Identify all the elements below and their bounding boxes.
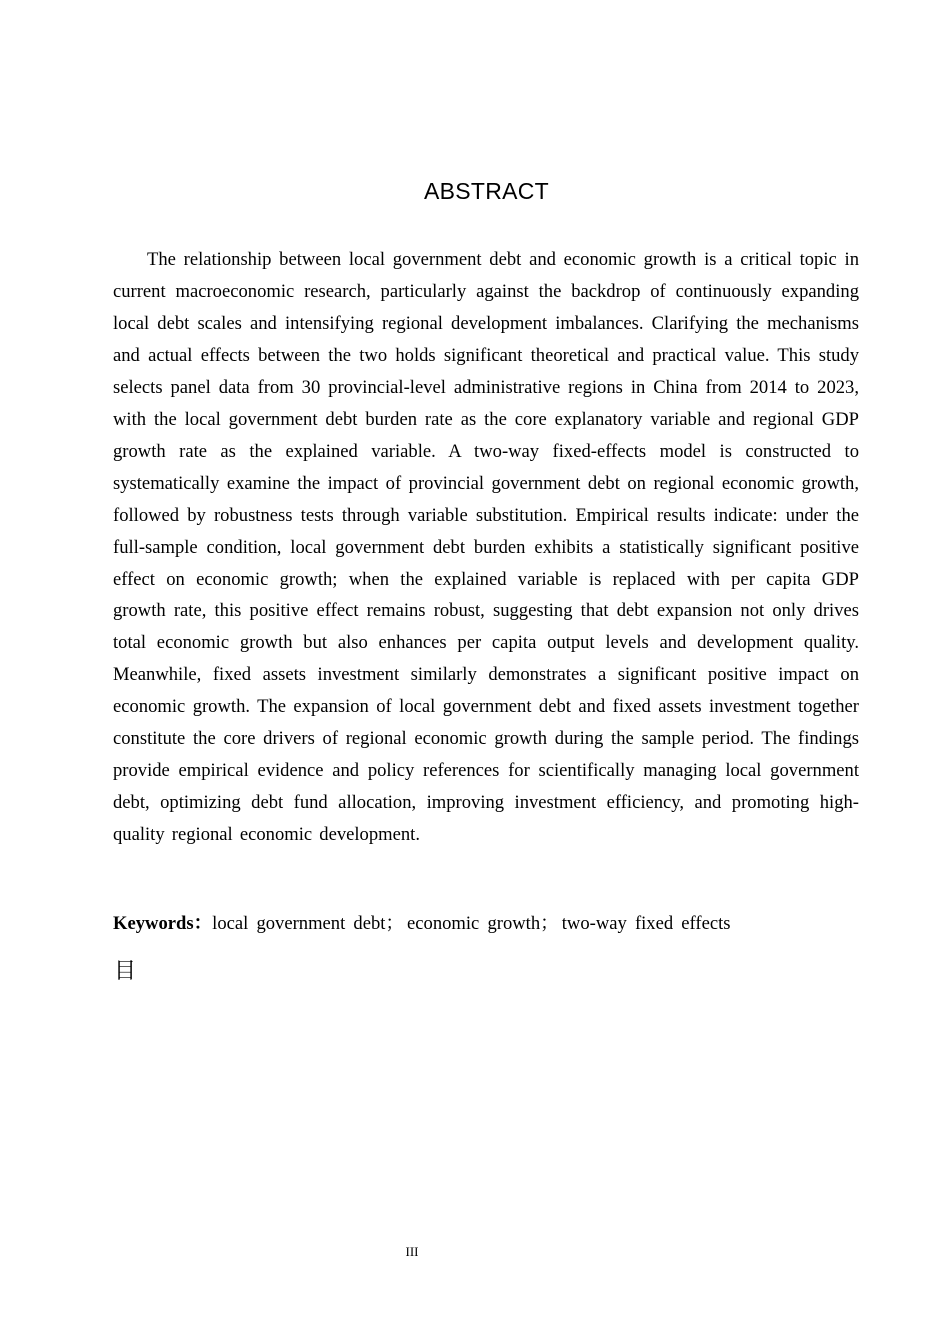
page-number: III: [405, 1244, 419, 1259]
keywords-label: Keywords：: [113, 913, 213, 934]
table-of-contents-fragment: 目: [114, 959, 137, 984]
keyword-item: two-way fixed effects: [561, 913, 731, 934]
keyword-item: economic growth；: [407, 913, 559, 934]
abstract-title: ABSTRACT: [423, 178, 550, 204]
abstract-paragraph: The relationship between local government debt and economic growth is a critical topic in current macroeconomic research, particularly against the backdrop of continuously expanding local debt scales and intensifying regional development imbalances. Clarifying the mechanisms and actual effects between the two holds significant theoretical and practical value. This study selects panel data from 30 provincial-level administrative regions in China from 2014 to 2023, with the local government debt burden rate as the core explanatory variable and regional GDP growth rate as the explained variable. A two-way fixed-effects model is constructed to systematically examine the impact of provincial government debt on regional economic growth, followed by robustness tests through variable substitution. Empirical results indicate: under the full-sample condition, local government debt burden exhibits a statistically significant positive effect on economic growth; when the explained variable is replaced with per capita GDP growth rate, this positive effect remains robust, suggesting that debt expansion not only drives total economic growth but also enhances per capita output levels and development quality. Meanwhile, fixed assets investment similarly demonstrates a significant positive impact on economic growth. The expansion of local government debt and fixed assets investment together constitute the core drivers of regional economic growth during the sample period. The findings provide empirical evidence and policy references for scientifically managing local government debt, optimizing debt fund allocation, improving investment efficiency, and promoting high-quality regional economic development.: [113, 249, 859, 846]
keywords-line: [113, 909, 859, 939]
keyword-item: local government debt；: [212, 913, 405, 934]
